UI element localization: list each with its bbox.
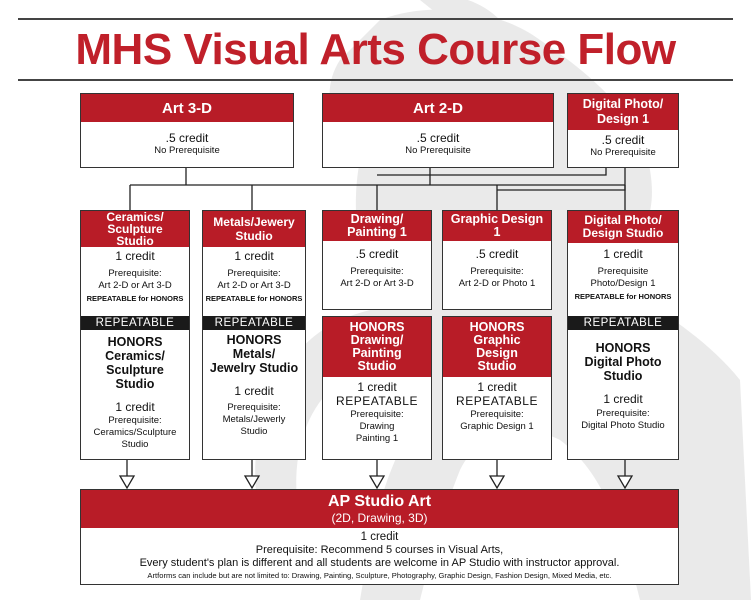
course-ceramics-prereq-label: Prerequisite: bbox=[108, 268, 162, 279]
course-ceramics-honors-credit: 1 credit bbox=[115, 400, 155, 414]
page-title: MHS Visual Arts Course Flow bbox=[75, 25, 676, 74]
course-digital-photo-1-title: Digital Photo/ Design 1 bbox=[568, 94, 678, 130]
course-art-2d-prereq: No Prerequisite bbox=[405, 145, 471, 156]
course-art-2d bbox=[322, 93, 554, 168]
course-photo-studio bbox=[567, 210, 679, 460]
course-ceramics-repeatable-band: REPEATABLE bbox=[81, 316, 189, 330]
course-graphic-prereq: Art 2-D or Photo 1 bbox=[458, 278, 536, 289]
course-metals-honors-prereq-label: Prerequisite: bbox=[227, 402, 281, 413]
arrow-photo-icon bbox=[618, 476, 632, 488]
course-digital-photo-1 bbox=[567, 93, 679, 168]
course-graphic-honors-title: HONORS Graphic Design Studio bbox=[443, 317, 551, 377]
course-ceramics-honors-title: HONORS Ceramics/ Sculpture Studio bbox=[105, 335, 165, 391]
course-ceramics-honors-prereq-label: Prerequisite: bbox=[108, 415, 162, 426]
course-photo-studio-prereq: Photo/Design 1 bbox=[590, 278, 656, 289]
course-art-2d-credit: .5 credit bbox=[416, 131, 460, 145]
course-drawing-prereq-label: Prerequisite: bbox=[350, 266, 404, 277]
course-ap-credit: 1 credit bbox=[360, 531, 399, 543]
course-drawing-title: Drawing/ Painting 1 bbox=[323, 211, 431, 241]
course-photo-studio-credit: 1 credit bbox=[603, 247, 643, 261]
course-graphic-honors-repeatable: REPEATABLE bbox=[456, 394, 538, 408]
course-digital-photo-1-prereq: No Prerequisite bbox=[590, 147, 656, 158]
course-ap-artforms: Artforms can include but are not limited to: Drawing, Painting, Sculpture, Photography, Graphic Design, Fashion Design, Mixed Media, etc. bbox=[147, 571, 612, 580]
course-drawing-honors-prereq-label: Prerequisite: bbox=[350, 409, 404, 420]
course-graphic bbox=[442, 210, 552, 310]
course-art-3d bbox=[80, 93, 294, 168]
course-drawing-honors-prereq: Drawing Painting 1 bbox=[355, 421, 399, 444]
course-ceramics-honors-prereq: Ceramics/Sculpture Studio bbox=[93, 427, 177, 450]
course-metals-honors-prereq: Metals/Jewerly Studio bbox=[222, 414, 286, 437]
course-graphic-title: Graphic Design 1 bbox=[443, 211, 551, 241]
course-drawing bbox=[322, 210, 432, 310]
course-graphic-honors-credit: 1 credit bbox=[477, 380, 517, 394]
course-photo-studio-repeatable-band: REPEATABLE bbox=[568, 316, 678, 330]
course-drawing-honors bbox=[322, 316, 432, 460]
course-metals-credit: 1 credit bbox=[234, 249, 274, 263]
course-metals-prereq-label: Prerequisite: bbox=[227, 268, 281, 279]
course-metals-honors-credit: 1 credit bbox=[234, 384, 274, 398]
course-metals-title: Metals/Jewery Studio bbox=[203, 211, 305, 247]
course-drawing-honors-title: HONORS Drawing/ Painting Studio bbox=[323, 317, 431, 377]
course-drawing-honors-repeatable: REPEATABLE bbox=[336, 394, 418, 408]
course-photo-studio-honors-credit: 1 credit bbox=[603, 392, 643, 406]
course-ap-prereq: Prerequisite: Recommend 5 courses in Visual Arts, bbox=[255, 544, 504, 556]
course-ap-title: AP Studio Art bbox=[327, 493, 432, 510]
course-art-3d-title: Art 3-D bbox=[81, 94, 293, 122]
course-ceramics-title: Ceramics/ Sculpture Studio bbox=[81, 211, 189, 247]
arrow-metals-icon bbox=[245, 476, 259, 488]
course-graphic-honors bbox=[442, 316, 552, 460]
course-metals-prereq: Art 2-D or Art 3-D bbox=[217, 280, 291, 291]
course-metals-repeat-honors: REPEATABLE for HONORS bbox=[205, 294, 303, 303]
course-drawing-honors-credit: 1 credit bbox=[357, 380, 397, 394]
course-ceramics bbox=[80, 210, 190, 460]
course-ceramics-prereq: Art 2-D or Art 3-D bbox=[98, 280, 172, 291]
course-ceramics-credit: 1 credit bbox=[115, 249, 155, 263]
course-digital-photo-1-credit: .5 credit bbox=[601, 133, 645, 147]
course-photo-studio-honors-prereq-label: Prerequisite: bbox=[596, 408, 650, 419]
arrow-drawing-icon bbox=[370, 476, 384, 488]
course-ap-note: Every student's plan is different and all students are welcome in AP Studio with instructor approval. bbox=[139, 557, 620, 569]
course-drawing-credit: .5 credit bbox=[355, 247, 399, 261]
course-photo-studio-title: Digital Photo/ Design Studio bbox=[568, 211, 678, 243]
course-drawing-prereq: Art 2-D or Art 3-D bbox=[340, 278, 414, 289]
course-photo-studio-prereq-label: Prerequisite bbox=[597, 266, 649, 277]
course-metals bbox=[202, 210, 306, 460]
course-ceramics-repeat-honors: REPEATABLE for HONORS bbox=[86, 294, 184, 303]
course-graphic-honors-prereq: Graphic Design 1 bbox=[460, 421, 534, 432]
course-photo-studio-honors-prereq: Digital Photo Studio bbox=[581, 420, 665, 431]
course-graphic-credit: .5 credit bbox=[475, 247, 519, 261]
course-graphic-honors-prereq-label: Prerequisite: bbox=[470, 409, 524, 420]
course-art-3d-prereq: No Prerequisite bbox=[154, 145, 220, 156]
course-metals-repeatable-band: REPEATABLE bbox=[203, 316, 305, 330]
course-metals-honors-title: HONORS Metals/ Jewelry Studio bbox=[209, 333, 299, 375]
arrow-graphic-icon bbox=[490, 476, 504, 488]
arrow-ceramics-icon bbox=[120, 476, 134, 488]
course-ap-studio-art bbox=[80, 489, 679, 585]
course-photo-studio-honors-title: HONORS Digital Photo Studio bbox=[584, 341, 662, 383]
course-art-3d-credit: .5 credit bbox=[165, 131, 209, 145]
course-graphic-prereq-label: Prerequisite: bbox=[470, 266, 524, 277]
course-ap-subtitle: (2D, Drawing, 3D) bbox=[331, 511, 428, 525]
course-art-2d-title: Art 2-D bbox=[323, 94, 553, 122]
course-photo-studio-repeat-honors: REPEATABLE for HONORS bbox=[574, 292, 672, 301]
